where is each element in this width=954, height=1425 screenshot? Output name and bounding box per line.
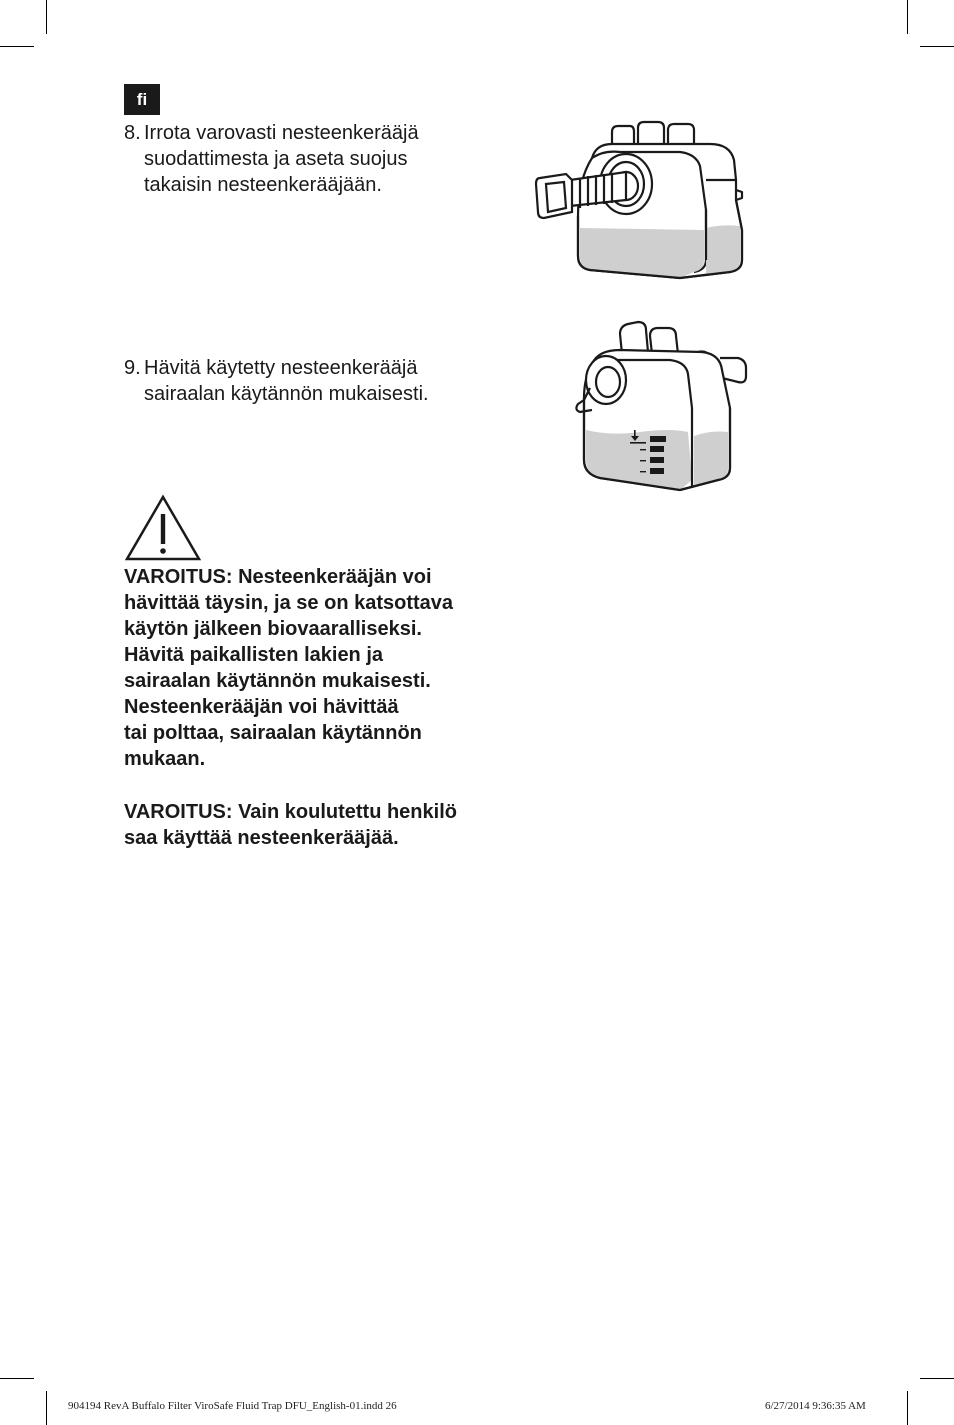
warning-line: saa käyttää nesteenkerääjää. xyxy=(124,827,399,849)
step-number: 8. xyxy=(124,122,141,144)
step-line: takaisin nesteenkerääjään. xyxy=(144,174,382,196)
warning-line: hävittää täysin, ja se on katsottava xyxy=(124,592,454,614)
crop-mark xyxy=(920,1378,954,1379)
crop-mark xyxy=(0,1378,34,1379)
warning-line: Nesteenkerääjän voi hävittää xyxy=(124,696,399,718)
warning-line: VAROITUS: Nesteenkerääjän voi xyxy=(124,566,432,588)
fluid-trap-with-filter-illustration xyxy=(530,120,750,285)
step-number: 9. xyxy=(124,357,141,379)
step-line: Hävitä käytetty nesteenkerääjä xyxy=(144,357,418,379)
warning-trained-personnel xyxy=(124,799,457,851)
language-badge: fi xyxy=(124,84,160,115)
step-line: sairaalan käytännön mukaisesti. xyxy=(144,383,429,405)
step-line: suodattimesta ja aseta suojus xyxy=(144,148,408,170)
footer-file-info: 904194 RevA Buffalo Filter ViroSafe Fluid Trap DFU_English-01.indd 26 xyxy=(68,1400,397,1412)
crop-mark xyxy=(0,46,34,47)
warning-line: Hävitä paikallisten lakien ja xyxy=(124,644,384,666)
crop-mark xyxy=(920,46,954,47)
step-line: Irrota varovasti nesteenkerääjä xyxy=(144,122,419,144)
step-text xyxy=(144,120,464,198)
warning-line: mukaan. xyxy=(124,748,206,770)
crop-mark xyxy=(46,0,47,34)
warning-triangle-icon xyxy=(124,494,202,562)
footer-datetime: 6/27/2014 9:36:35 AM xyxy=(765,1400,866,1412)
warning-line: tai polttaa, sairaalan käytännön xyxy=(124,722,422,744)
warning-line: sairaalan käytännön mukaisesti. xyxy=(124,670,431,692)
crop-mark xyxy=(907,1391,908,1425)
fluid-trap-capped-illustration xyxy=(570,318,755,496)
crop-mark xyxy=(46,1391,47,1425)
warning-disposal xyxy=(124,564,453,772)
warning-line: käytön jälkeen biovaaralliseksi. xyxy=(124,618,422,640)
crop-mark xyxy=(907,0,908,34)
step-text xyxy=(144,355,464,407)
warning-line: VAROITUS: Vain koulutettu henkilö xyxy=(124,801,457,823)
